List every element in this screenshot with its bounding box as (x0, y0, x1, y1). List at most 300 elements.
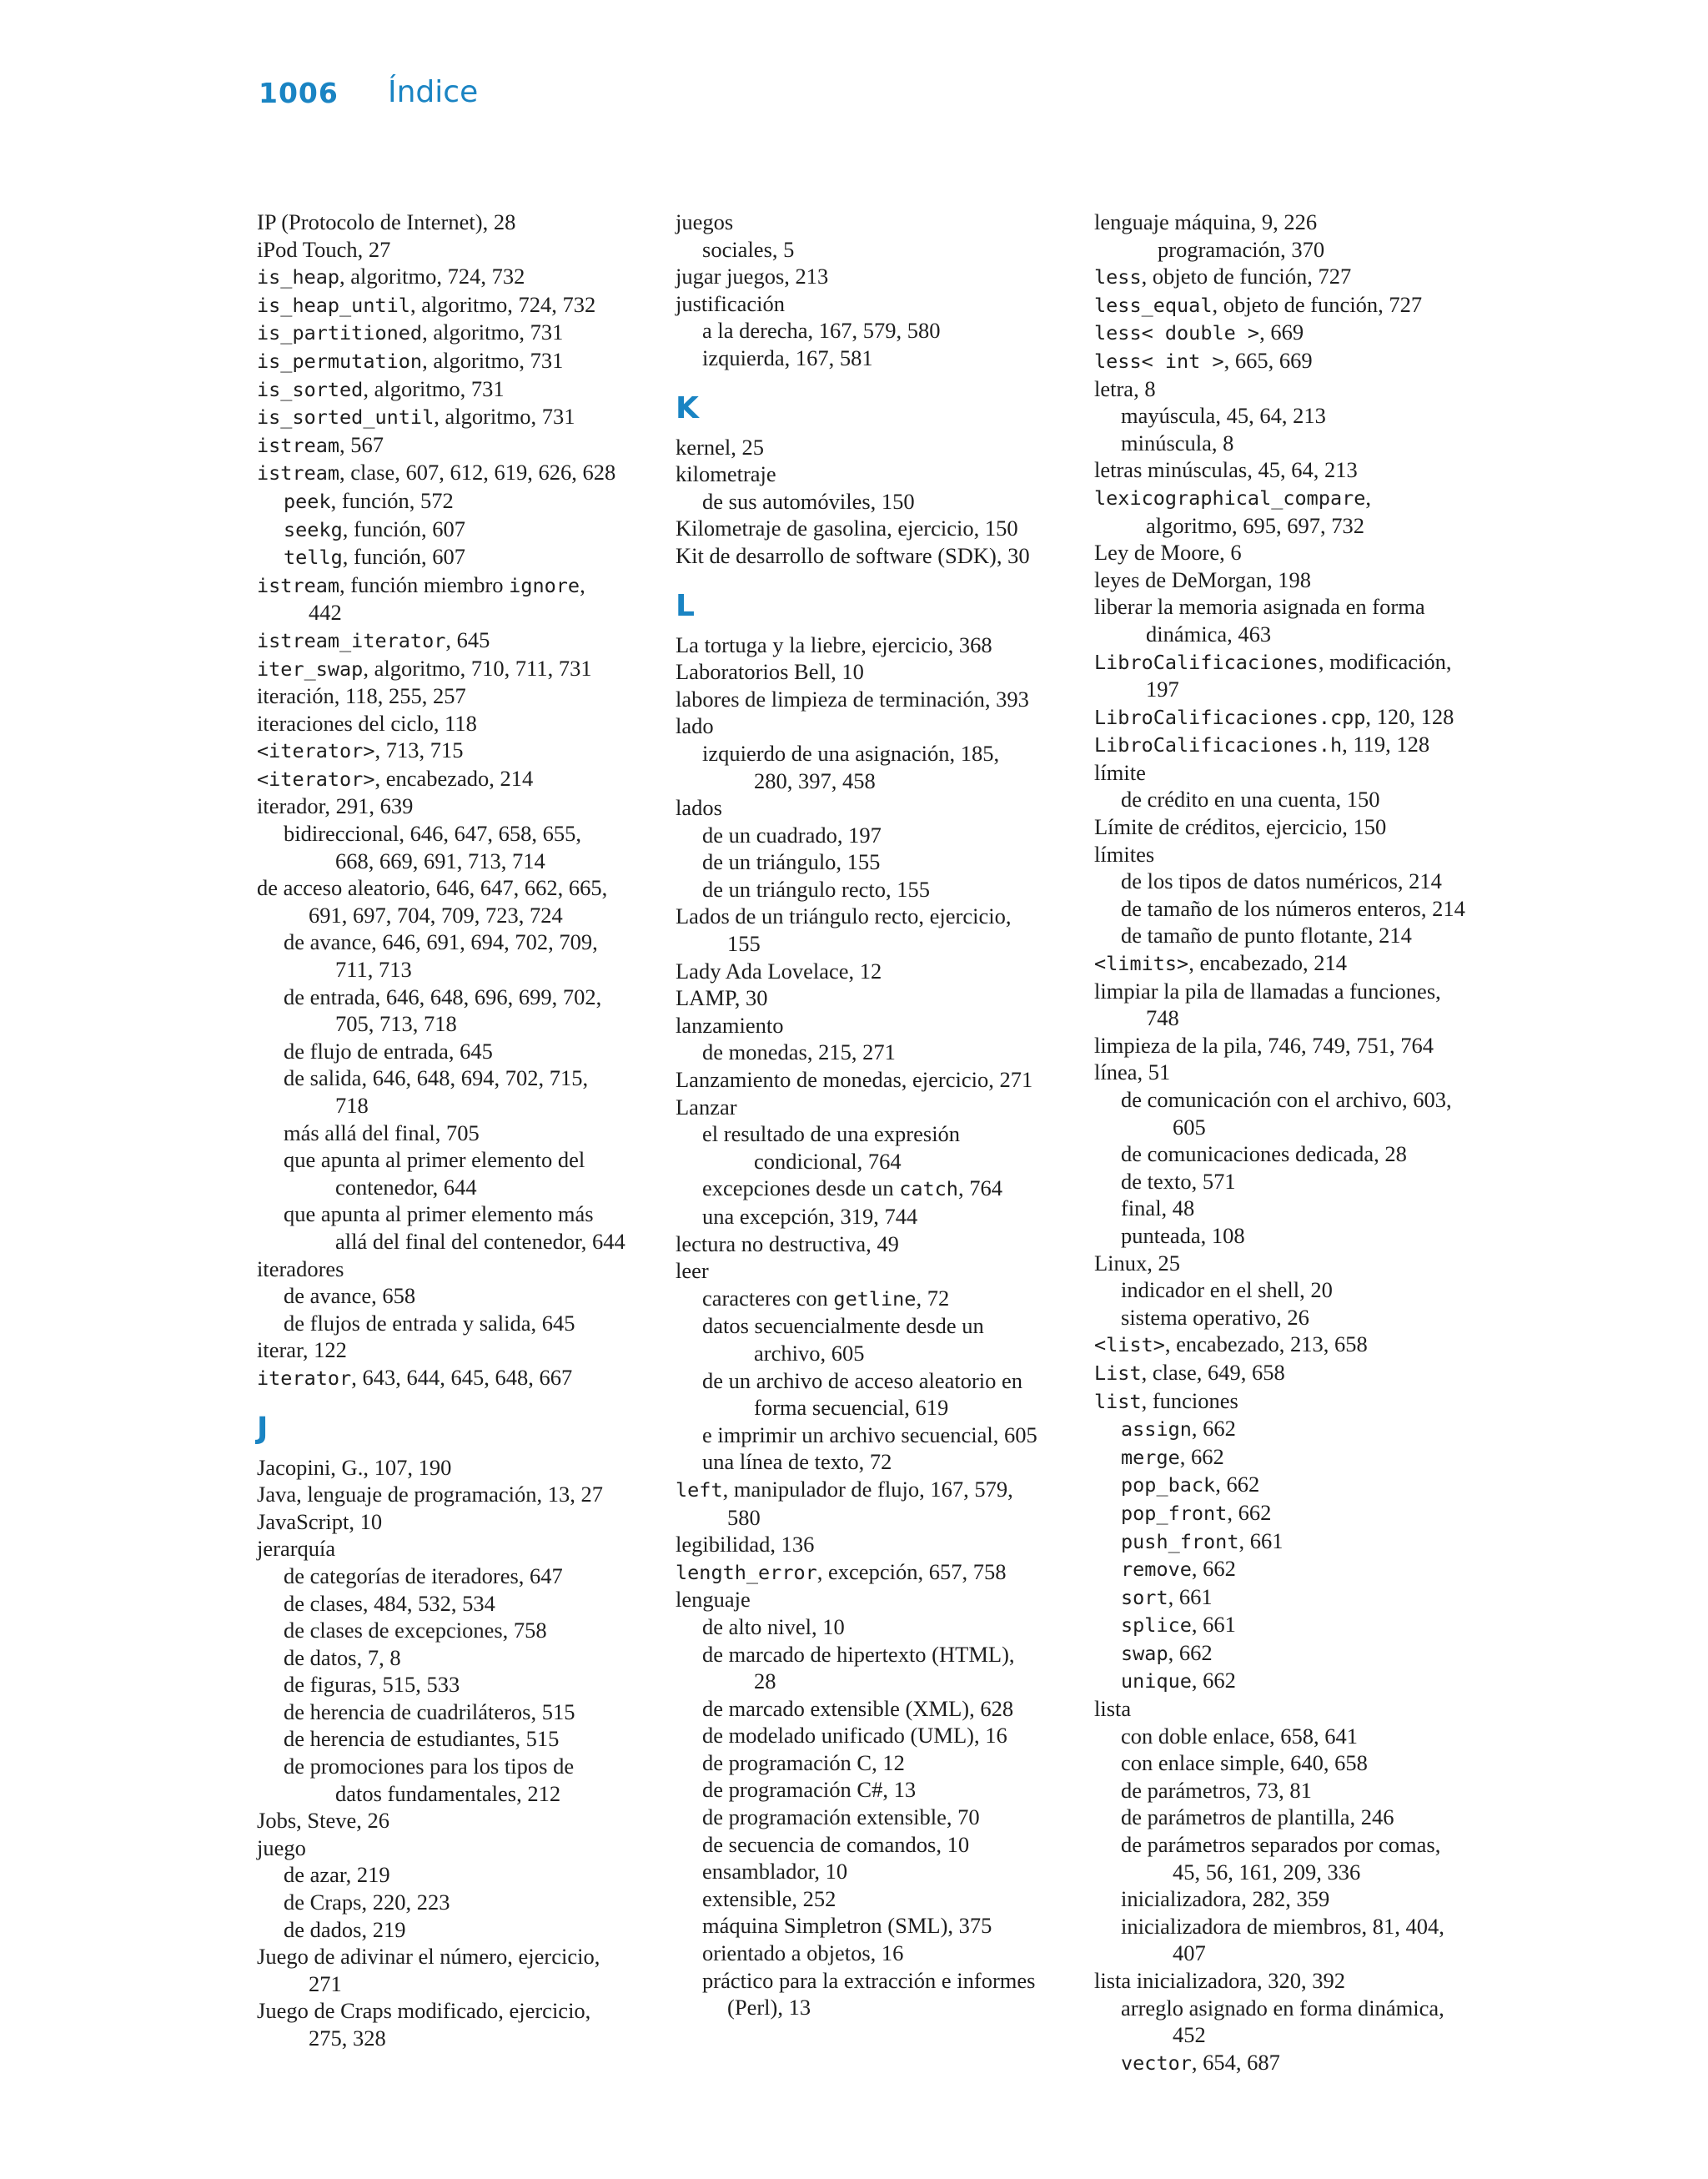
index-subentry (676, 876, 1068, 903)
entry-text: límite (1094, 759, 1146, 785)
index-entry (257, 319, 649, 347)
index-subentry (676, 236, 1068, 264)
entry-text: algoritmo, 695, 697, 732 (1146, 512, 1365, 538)
code-term: pop_back (1121, 1473, 1216, 1497)
index-subentry (257, 1200, 649, 1228)
entry-text: indicador en el shell, 20 (1121, 1277, 1333, 1303)
index-subentry (676, 1641, 1068, 1668)
index-entry (257, 1508, 649, 1536)
entry-text: 705, 713, 718 (335, 1011, 457, 1037)
code-term: <list> (1094, 1333, 1165, 1357)
entry-text: máquina Simpletron (SML), 375 (702, 1913, 992, 1939)
entry-text: , clase, 607, 612, 619, 626, 628 (339, 460, 616, 486)
code-term: ignore (509, 573, 580, 597)
entry-text: , excepción, 657, 758 (816, 1558, 1007, 1584)
entry-text: , función, 607 (342, 516, 465, 541)
index-entry (257, 403, 649, 431)
entry-text: dinámica, 463 (1146, 621, 1272, 647)
index-entry (676, 515, 1068, 542)
code-term: peek (284, 489, 331, 513)
entry-text: 442 (309, 600, 342, 626)
index-subentry (257, 820, 649, 848)
entry-text: de azar, 219 (284, 1862, 390, 1888)
entry-text: de marcado extensible (XML), 628 (702, 1695, 1014, 1721)
index-subentry (257, 1889, 649, 1916)
code-term: sort (1121, 1585, 1168, 1609)
entry-text: 580 (727, 1504, 761, 1530)
index-subentry (257, 1671, 649, 1698)
index-subentry (1094, 786, 1486, 813)
entry-text: Laboratorios Bell, 10 (676, 659, 864, 685)
entry-text: de flujo de entrada, 645 (284, 1038, 493, 1064)
entry-text: izquierda, 167, 581 (702, 345, 873, 370)
entry-text: sociales, 5 (702, 236, 795, 262)
index-entry (1094, 1387, 1486, 1416)
entry-text: , algoritmo, 724, 732 (409, 291, 596, 317)
entry-text: , 662 (1191, 1416, 1236, 1442)
code-term: istream (257, 573, 340, 597)
index-subentry (257, 1563, 649, 1590)
entry-text: limpieza de la pila, 746, 749, 751, 764 (1094, 1032, 1434, 1058)
code-term: istream (257, 433, 340, 457)
entry-text: de programación extensible, 70 (702, 1804, 980, 1830)
entry-text: 45, 56, 161, 209, 336 (1173, 1859, 1361, 1885)
entry-text: iterador, 291, 639 (257, 793, 414, 819)
entry-text: de modelado unificado (UML), 16 (702, 1723, 1007, 1749)
index-entry (676, 434, 1068, 461)
index-subentry (257, 1038, 649, 1065)
index-entry (1094, 456, 1486, 484)
index-subentry (1094, 895, 1486, 923)
index-entry-continuation (1094, 2021, 1486, 2049)
code-term: getline (833, 1286, 917, 1311)
index-subentry (676, 1285, 1068, 1313)
entry-text: , 661 (1168, 1583, 1213, 1609)
entry-text: de un triángulo, 155 (702, 849, 881, 875)
index-entry (257, 710, 649, 737)
entry-text: excepciones desde un (702, 1175, 900, 1201)
entry-text: de entrada, 646, 648, 696, 699, 702, (284, 984, 602, 1009)
index-entry (676, 903, 1068, 930)
code-term: LibroCalificaciones (1094, 650, 1319, 674)
entry-text: de marcado de hipertexto (HTML), (702, 1641, 1015, 1667)
entry-text: de herencia de cuadriláteros, 515 (284, 1698, 575, 1724)
entry-text: , 662 (1215, 1472, 1260, 1497)
entry-text: , encabezado, 213, 658 (1164, 1331, 1368, 1357)
entry-text: , modificación, (1318, 648, 1452, 674)
index-subentry (676, 1940, 1068, 1967)
index-entry (676, 290, 1068, 318)
entry-text: , 713, 715 (374, 737, 464, 763)
entry-text: , algoritmo, 710, 711, 731 (363, 655, 592, 681)
section-letter-heading (257, 1412, 649, 1446)
index-entry (1094, 648, 1486, 677)
code-term: remove (1121, 1558, 1192, 1582)
index-subentry (1094, 1471, 1486, 1499)
entry-text: minúscula, 8 (1121, 430, 1234, 455)
entry-text: Lanzamiento de monedas, ejercicio, 271 (676, 1067, 1033, 1093)
index-entry (1094, 703, 1486, 732)
entry-text: letra, 8 (1094, 375, 1156, 401)
index-entry (676, 1012, 1068, 1039)
entry-text: iteradores (257, 1256, 344, 1281)
code-term: catch (899, 1177, 958, 1201)
index-subentry (1094, 1140, 1486, 1168)
entry-text: de monedas, 215, 271 (702, 1039, 896, 1065)
code-term: seekg (284, 517, 343, 541)
entry-text: , encabezado, 214 (374, 765, 534, 791)
index-entry (676, 686, 1068, 713)
index-subentry (676, 1858, 1068, 1885)
index-entry (1094, 1359, 1486, 1387)
index-subentry (676, 1912, 1068, 1940)
index-entry (676, 712, 1068, 740)
entry-text: 271 (309, 1970, 342, 1996)
entry-text: , algoritmo, 731 (422, 347, 564, 373)
index-subentry (1094, 1749, 1486, 1777)
index-subentry (257, 1753, 649, 1780)
index-entry (257, 347, 649, 375)
index-subentry (676, 1039, 1068, 1066)
index-entry-continuation (257, 1092, 649, 1120)
index-entry (257, 375, 649, 404)
code-term: splice (1121, 1613, 1192, 1638)
entry-text: más allá del final, 705 (284, 1120, 480, 1145)
index-entry (257, 1997, 649, 2025)
entry-text: 605 (1173, 1114, 1206, 1140)
entry-text: de secuencia de comandos, 10 (702, 1831, 970, 1857)
entry-text: Límite de créditos, ejercicio, 150 (1094, 814, 1387, 840)
entry-text: , 662 (1227, 1499, 1272, 1525)
index-subentry (676, 317, 1068, 345)
index-subentry (257, 1146, 649, 1174)
entry-text: Jobs, Steve, 26 (257, 1808, 389, 1834)
entry-text: La tortuga y la liebre, ejercicio, 368 (676, 632, 992, 657)
index-subentry (1094, 1527, 1486, 1556)
entry-text: Juego de adivinar el número, ejercicio, (257, 1944, 600, 1970)
entry-text: 28 (754, 1668, 776, 1694)
entry-text: archivo, 605 (754, 1340, 865, 1366)
index-entry-continuation (676, 1994, 1068, 2021)
index-subentry (257, 984, 649, 1011)
entry-text: contenedor, 644 (335, 1174, 477, 1200)
index-entry-continuation (1094, 1114, 1486, 1141)
index-entry (676, 1230, 1068, 1258)
entry-text: de dados, 219 (284, 1916, 406, 1942)
index-entry (257, 291, 649, 320)
entry-text: , 665, 669 (1223, 347, 1313, 373)
index-subentry (257, 928, 649, 956)
code-term: assign (1121, 1417, 1192, 1442)
index-entry (1094, 319, 1486, 347)
entry-text: punteada, 108 (1121, 1222, 1245, 1248)
code-term: iterator (257, 1366, 352, 1390)
entry-text: labores de limpieza de terminación, 393 (676, 686, 1029, 712)
index-entry (1094, 731, 1486, 759)
index-entry (676, 542, 1068, 570)
index-subentry (1094, 1913, 1486, 1940)
index-entry (676, 460, 1068, 488)
entry-text: , encabezado, 214 (1188, 950, 1348, 976)
index-subentry (1094, 868, 1486, 895)
index-subentry (676, 488, 1068, 516)
index-subentry (257, 1916, 649, 1944)
entry-text: , 662 (1179, 1443, 1224, 1469)
entry-text: de parámetros separados por comas, (1121, 1832, 1441, 1858)
entry-text: iPod Touch, 27 (257, 236, 391, 262)
entry-text: , (1365, 484, 1372, 510)
entry-text: justificación (676, 290, 785, 316)
index-entry (257, 793, 649, 820)
index-entry-continuation (257, 956, 649, 984)
index-column-1 (257, 209, 649, 2052)
code-term: <limits> (1094, 952, 1189, 976)
index-entry (1094, 291, 1486, 320)
entry-text: e imprimir un archivo secuencial, 605 (702, 1422, 1037, 1447)
entry-text: , funciones (1141, 1387, 1238, 1413)
index-entry-continuation (257, 599, 649, 627)
index-subentry (257, 1861, 649, 1889)
entry-text: , algoritmo, 731 (422, 320, 564, 345)
entry-text: iteraciones del ciclo, 118 (257, 710, 477, 736)
entry-text: que apunta al primer elemento del (284, 1147, 585, 1173)
index-subentry (257, 1310, 649, 1337)
code-term: pop_front (1121, 1501, 1228, 1525)
entry-text: iteración, 118, 255, 257 (257, 683, 466, 709)
code-term: less< int > (1094, 349, 1224, 373)
page-title: Índice (388, 75, 479, 109)
index-entry-continuation (1094, 1004, 1486, 1032)
entry-text: , 120, 128 (1365, 703, 1454, 729)
index-subentry (1094, 1499, 1486, 1527)
index-entry-continuation (676, 930, 1068, 958)
entry-text: Linux, 25 (1094, 1250, 1181, 1276)
index-entry (257, 682, 649, 710)
entry-text: izquierdo de una asignación, 185, (702, 740, 1000, 766)
index-subentry (676, 848, 1068, 876)
entry-text: de tamaño de punto flotante, 214 (1121, 923, 1412, 949)
entry-text: de Craps, 220, 223 (284, 1890, 450, 1915)
entry-text: 718 (335, 1093, 369, 1118)
index-subentry (1094, 1667, 1486, 1695)
index-column-2 (676, 209, 1068, 2021)
index-entry-continuation (1094, 512, 1486, 540)
index-entry-continuation (676, 1340, 1068, 1367)
index-subentry (676, 1312, 1068, 1340)
entry-text: de herencia de estudiantes, 515 (284, 1726, 560, 1752)
entry-text: , 645 (445, 627, 490, 652)
entry-text: de avance, 658 (284, 1283, 416, 1309)
index-entry-continuation (1094, 676, 1486, 703)
entry-text: 407 (1173, 1940, 1206, 1966)
entry-text: de figuras, 515, 533 (284, 1672, 460, 1698)
entry-text: práctico para la extracción e informes (702, 1967, 1036, 1993)
index-entry (257, 431, 649, 460)
entry-text: bidireccional, 646, 647, 658, 655, (284, 821, 581, 847)
index-entry (1094, 566, 1486, 594)
index-entry-continuation (257, 902, 649, 929)
index-entry-continuation (676, 1504, 1068, 1532)
index-subentry (676, 1804, 1068, 1831)
code-term: is_sorted_until (257, 405, 435, 430)
entry-text: caracteres con (702, 1285, 834, 1311)
entry-text: Kilometraje de gasolina, ejercicio, 150 (676, 516, 1018, 541)
index-entry-continuation (257, 1228, 649, 1256)
index-entry (1094, 841, 1486, 868)
entry-text: Java, lenguaje de programación, 13, 27 (257, 1482, 604, 1507)
index-subentry (1094, 1639, 1486, 1668)
entry-text: de crédito en una cuenta, 150 (1121, 787, 1380, 813)
entry-text: LAMP, 30 (676, 985, 768, 1011)
code-term: iter_swap (257, 657, 364, 681)
index-entry (676, 984, 1068, 1012)
entry-text: datos fundamentales, 212 (335, 1780, 561, 1806)
index-subentry (676, 1448, 1068, 1476)
entry-text: 275, 328 (309, 2026, 386, 2051)
index-subentry (1094, 1415, 1486, 1443)
entry-text: de parámetros, 73, 81 (1121, 1777, 1312, 1803)
index-entry (257, 263, 649, 291)
index-subentry (1094, 2049, 1486, 2077)
index-subentry (676, 1175, 1068, 1203)
entry-text: de programación C#, 13 (702, 1777, 917, 1803)
index-entry (1094, 263, 1486, 291)
entry-text: letras minúsculas, 45, 64, 213 (1094, 457, 1358, 483)
code-term: unique (1121, 1669, 1192, 1693)
index-subentry (676, 1776, 1068, 1804)
entry-text: inicializadora, 282, 359 (1121, 1886, 1330, 1912)
index-subentry (676, 822, 1068, 849)
entry-text: de clases, 484, 532, 534 (284, 1590, 495, 1616)
index-subentry (257, 1120, 649, 1147)
index-subentry (1094, 430, 1486, 457)
entry-text: lados (676, 795, 722, 821)
entry-text: legibilidad, 136 (676, 1532, 815, 1558)
index-entry (1094, 209, 1486, 236)
index-subentry (676, 1422, 1068, 1449)
entry-text: , objeto de función, 727 (1141, 264, 1352, 289)
index-column-3 (1094, 209, 1486, 2076)
index-subentry (1094, 402, 1486, 430)
entry-text: , clase, 649, 658 (1141, 1359, 1285, 1385)
index-entry-continuation (676, 1668, 1068, 1695)
entry-text: , 643, 644, 645, 648, 667 (351, 1364, 573, 1390)
entry-text: , función, 572 (330, 487, 454, 513)
entry-text: una línea de texto, 72 (702, 1449, 892, 1475)
index-entry (1094, 484, 1486, 512)
index-subentry (257, 1282, 649, 1310)
index-subentry (676, 740, 1068, 767)
entry-text: condicional, 764 (754, 1148, 902, 1174)
index-entry-continuation (257, 1010, 649, 1038)
entry-text: de avance, 646, 691, 694, 702, 709, (284, 929, 598, 955)
entry-text: 155 (727, 931, 761, 957)
code-term: istream_iterator (257, 628, 446, 652)
index-entry (257, 765, 649, 793)
index-subentry (676, 1749, 1068, 1777)
entry-text: línea, 51 (1094, 1059, 1171, 1085)
index-subentry (257, 1644, 649, 1672)
index-subentry (676, 1695, 1068, 1723)
index-subentry (1094, 1583, 1486, 1612)
entry-text: , 669 (1259, 320, 1304, 345)
entry-text: Jacopini, G., 107, 190 (257, 1454, 452, 1480)
index-subentry (676, 1613, 1068, 1641)
index-entry-continuation (257, 848, 649, 875)
index-subentry (257, 543, 649, 571)
entry-text: , función, 607 (342, 544, 465, 570)
index-subentry (676, 345, 1068, 372)
code-term: swap (1121, 1641, 1168, 1665)
entry-text: , objeto de función, 727 (1212, 291, 1423, 317)
entry-text: , (580, 571, 585, 597)
entry-text: forma secuencial, 619 (754, 1395, 949, 1421)
entry-text: de alto nivel, 10 (702, 1613, 845, 1639)
index-entry (257, 209, 649, 236)
entry-text: mayúscula, 45, 64, 213 (1121, 403, 1326, 429)
index-subentry (257, 516, 649, 544)
index-subentry (676, 1367, 1068, 1395)
index-entry-continuation (1094, 1940, 1486, 1967)
entry-text: jerarquía (257, 1536, 336, 1562)
index-entry-continuation (1094, 621, 1486, 648)
entry-text: de promociones para los tipos de (284, 1754, 575, 1779)
entry-text: JavaScript, 10 (257, 1508, 383, 1534)
entry-text: de los tipos de datos numéricos, 214 (1121, 868, 1442, 894)
entry-text: lanzamiento (676, 1012, 784, 1038)
entry-text: Kit de desarrollo de software (SDK), 30 (676, 542, 1030, 568)
entry-text: 711, 713 (335, 957, 412, 983)
code-term: less< double > (1094, 321, 1260, 345)
index-entry (1094, 949, 1486, 978)
entry-text: de clases de excepciones, 758 (284, 1618, 547, 1643)
entry-text: , 662 (1191, 1556, 1236, 1582)
index-entry (1094, 1250, 1486, 1277)
entry-text: lenguaje máquina, 9, 226 (1094, 209, 1318, 234)
index-entry (676, 1586, 1068, 1613)
entry-text: 691, 697, 704, 709, 723, 724 (309, 902, 563, 928)
section-letter-heading (676, 590, 1068, 623)
entry-text: , 72 (916, 1285, 950, 1311)
entry-text: iterar, 122 (257, 1337, 347, 1363)
entry-text: 197 (1146, 677, 1179, 702)
index-subentry (1094, 1443, 1486, 1472)
index-entry (257, 655, 649, 683)
entry-text: de datos, 7, 8 (284, 1644, 401, 1670)
page-number: 1006 (259, 77, 339, 109)
entry-text: , algoritmo, 724, 732 (339, 264, 525, 289)
code-term: less_equal (1094, 293, 1213, 317)
index-entry (257, 1481, 649, 1508)
entry-text: de texto, 571 (1121, 1168, 1236, 1194)
index-entry (257, 459, 649, 487)
index-entry-continuation (257, 1174, 649, 1201)
index-entry-continuation (257, 1970, 649, 1998)
code-term: <iterator> (257, 739, 375, 763)
index-subentry (1094, 1168, 1486, 1195)
index-subentry (257, 1698, 649, 1726)
entry-text: con enlace simple, 640, 658 (1121, 1750, 1368, 1776)
entry-text: programación, 370 (1158, 236, 1325, 262)
index-subentry (1094, 1086, 1486, 1114)
index-entry (257, 1943, 649, 1970)
entry-text: lado (676, 713, 714, 739)
entry-text: de un triángulo recto, 155 (702, 876, 931, 902)
index-entry (676, 1094, 1068, 1121)
index-entry (676, 1476, 1068, 1504)
code-term: is_sorted (257, 377, 364, 401)
index-entry (676, 658, 1068, 686)
